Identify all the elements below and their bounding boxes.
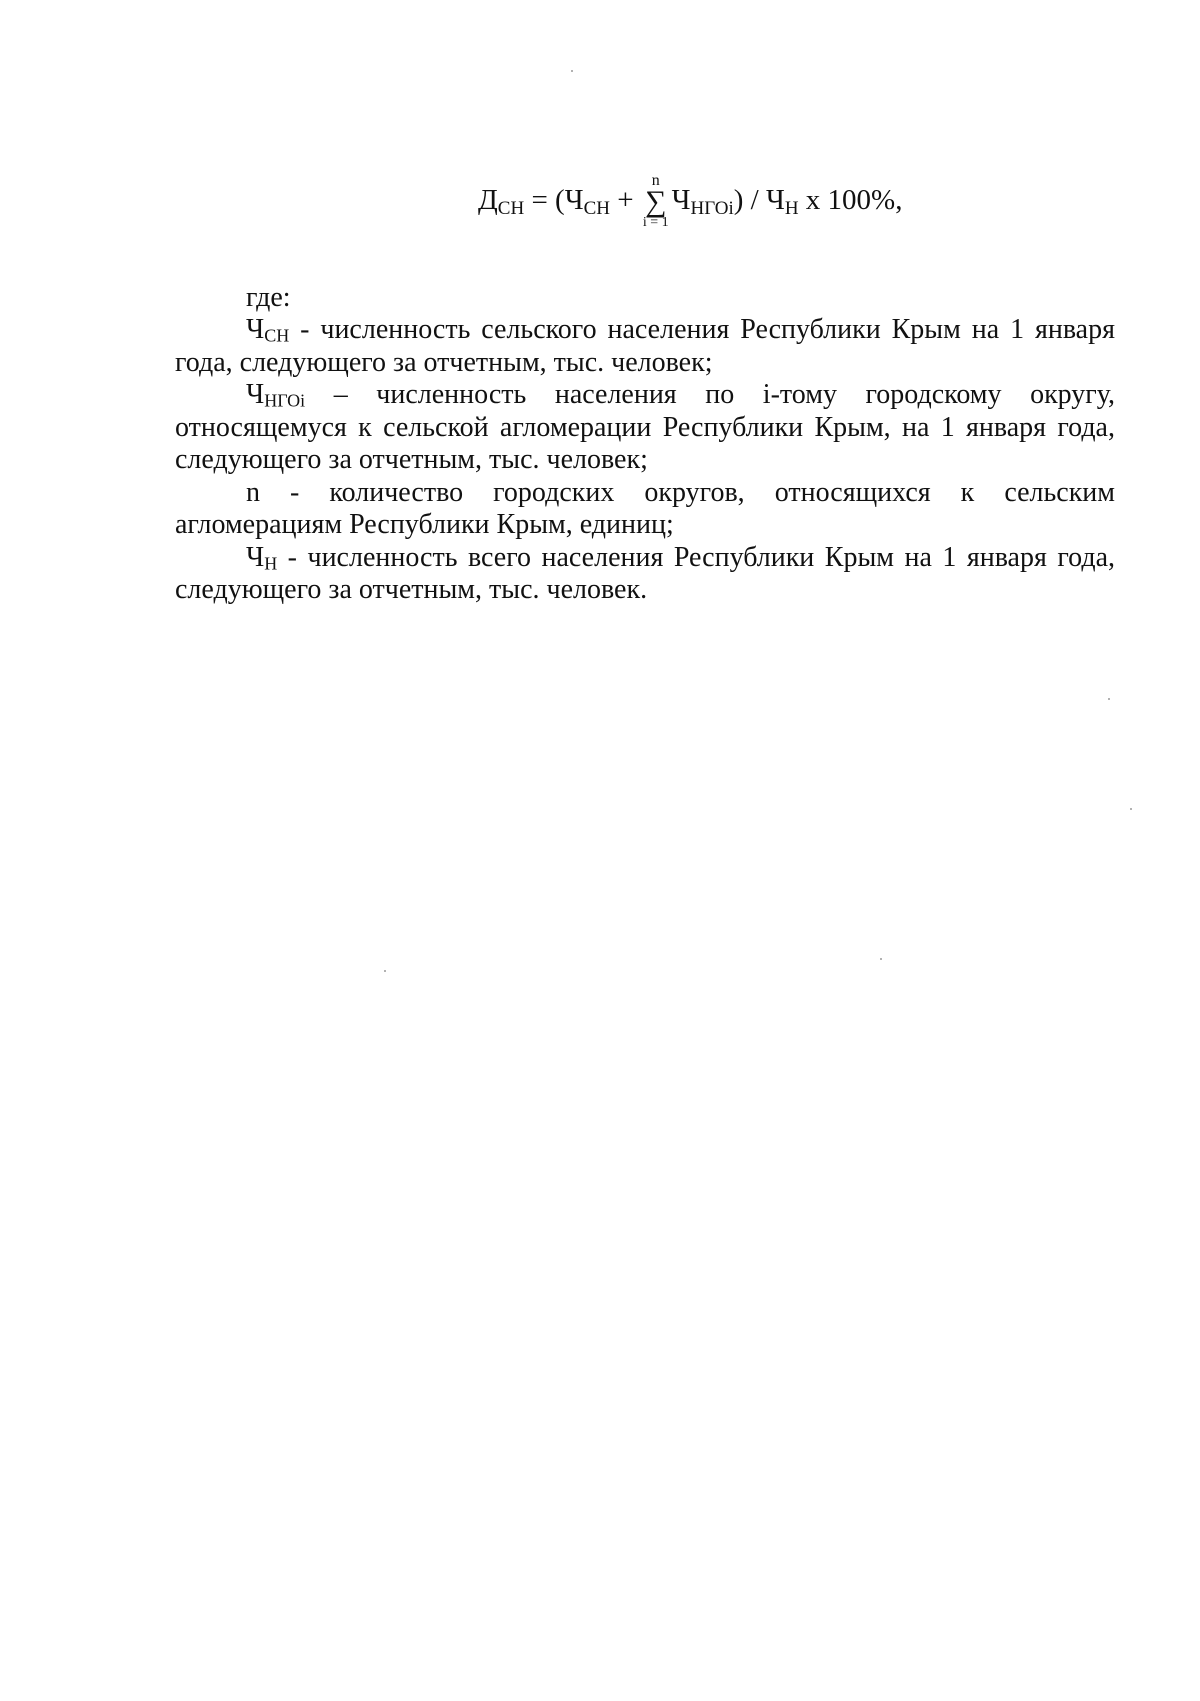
where-label: где:: [246, 282, 291, 313]
definition-urban-district-population: [175, 379, 1115, 477]
scan-speck: [1108, 698, 1110, 700]
formula-term-total: $Ч_Н$: [765, 183, 799, 219]
definition-text: – численность населения по i-тому городскому округу, относящемуся к сельской агломерации Республики Крым, на 1 января года, следующего за отчетным, тыс. человек;: [175, 379, 1115, 475]
scan-speck: [1130, 808, 1132, 810]
formula-plus: +: [609, 183, 641, 216]
scan-speck: [384, 970, 386, 972]
definition-text: - численность сельского населения Республики Крым на 1 января года, следующего за отчетным, тыс. человек;: [175, 314, 1115, 378]
definition-rural-population: [175, 314, 1115, 379]
definition-variable: $Ч_{НГОi}$: [246, 379, 306, 411]
formula-equals-open: = (: [524, 183, 565, 216]
definitions-block: [175, 314, 1115, 607]
formula-close-divide: ) /: [733, 183, 766, 216]
formula-tail: х 100%,: [798, 183, 903, 216]
definition-variable: $Ч_Н$: [246, 541, 278, 574]
scan-speck: [571, 70, 573, 72]
summation-sign: [643, 173, 669, 231]
definition-text: - количество городских округов, относящихся к сельским агломерациям Республики Крым, единиц;: [175, 476, 1115, 540]
sum-upper-limit: n: [651, 172, 660, 189]
formula: [478, 160, 902, 240]
formula-term-rural: $Ч_{СН}$: [564, 183, 610, 219]
definition-variable: $Ч_{СН}$: [246, 314, 290, 346]
scan-speck: [880, 958, 882, 960]
sigma-symbol: ∑: [645, 185, 667, 218]
formula-term-urban-district: $Ч_{НГОi}$: [671, 183, 734, 219]
definition-variable: n: [246, 476, 260, 508]
definition-text: - численность всего населения Республики Крым на 1 января года, следующего за отчетным, тыс. человек.: [175, 541, 1115, 605]
sum-lower-limit: i = 1: [642, 215, 669, 230]
definition-total-population: [175, 542, 1115, 607]
formula-lhs: $Д_{СН}$: [478, 183, 525, 219]
definition-district-count: [175, 477, 1115, 542]
